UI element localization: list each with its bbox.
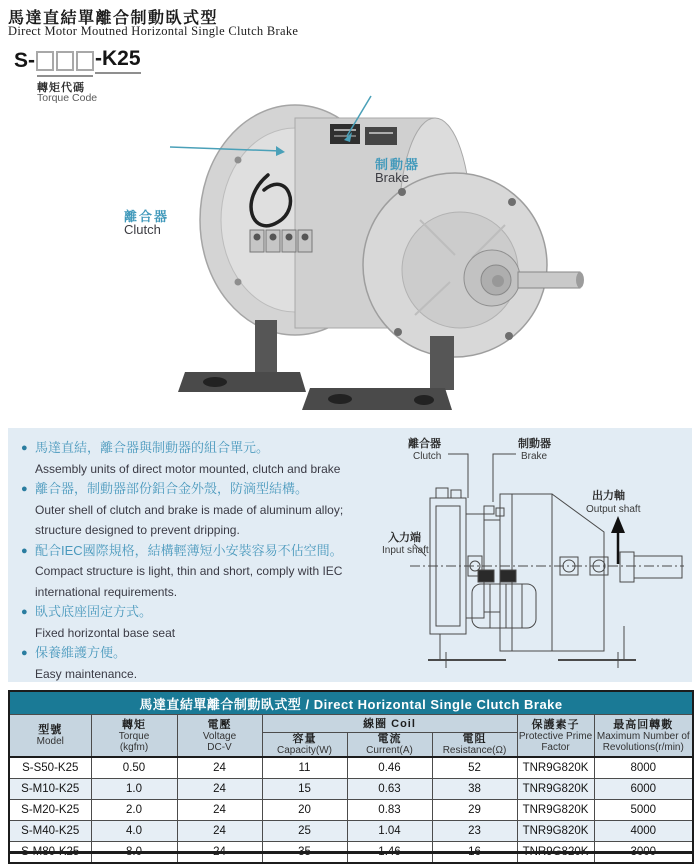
table-cell: 24	[177, 800, 262, 821]
col-header-resistance: 電阻 Resistance(Ω)	[432, 733, 517, 758]
table-cell: S-M20-K25	[9, 800, 91, 821]
table-cell: TNR9G820K	[517, 779, 594, 800]
feature-item	[22, 602, 388, 643]
model-code-suffix: -K25	[95, 47, 141, 74]
diagram-clutch-label-en: Clutch	[413, 451, 442, 462]
model-code-prefix: S-	[14, 48, 35, 72]
col-header-coil: 線圈 Coil	[262, 715, 517, 733]
page-title: 馬達直結單離合制動臥式型	[8, 10, 219, 27]
table-cell: 1.0	[91, 779, 177, 800]
table-cell: TNR9G820K	[517, 757, 594, 779]
table-cell: 20	[262, 800, 347, 821]
table-cell: 38	[432, 779, 517, 800]
table-cell: 52	[432, 757, 517, 779]
table-cell: 24	[177, 821, 262, 842]
diagram-brake-label-en: Brake	[521, 451, 548, 462]
table-row	[9, 779, 693, 800]
table-cell: 0.63	[347, 779, 432, 800]
bullet-icon: ●	[21, 442, 28, 454]
torque-code-box	[56, 51, 74, 71]
motor-illustration	[0, 70, 700, 430]
table-cell: 25	[262, 821, 347, 842]
diagram-output-label-en: Output shaft	[586, 504, 641, 515]
table-cell: 4.0	[91, 821, 177, 842]
feature-en: Outer shell of clutch and brake is made of aluminum alloy; structure designed to prevent dripping.	[35, 502, 344, 537]
feature-en: Easy maintenance.	[35, 666, 138, 681]
feature-panel	[8, 428, 692, 682]
product-photo	[0, 70, 700, 430]
diagram-input-label-zh: 入力端	[388, 532, 421, 544]
table-cell: S-M10-K25	[9, 779, 91, 800]
torque-code-box	[36, 51, 54, 71]
table-cell: 0.50	[91, 757, 177, 779]
table-cell: 15	[262, 779, 347, 800]
bullet-icon: ●	[21, 483, 28, 495]
table-title: 馬達直結單離合制動臥式型 / Direct Horizontal Single Clutch Brake	[9, 691, 693, 715]
torque-code-label-zh: 轉矩代碼	[37, 82, 85, 94]
table-cell: 11	[262, 757, 347, 779]
table-cell: TNR9G820K	[517, 800, 594, 821]
table-cell: 24	[177, 757, 262, 779]
bullet-icon: ●	[21, 544, 28, 557]
feature-item	[22, 479, 388, 541]
col-header-torque: 轉矩 Torque (kgfm)	[91, 715, 177, 758]
table-cell: 2.0	[91, 800, 177, 821]
table-cell: 29	[432, 800, 517, 821]
table-cell: 1.04	[347, 821, 432, 842]
feature-list	[22, 438, 388, 684]
torque-code-label-en: Torque Code	[37, 92, 98, 104]
page-subtitle: Direct Motor Moutned Horizontal Single Clutch Brake	[8, 24, 299, 38]
table-row	[9, 821, 693, 842]
col-header-voltage: 電壓 Voltage DC-V	[177, 715, 262, 758]
col-header-revolutions: 最高回轉數 Maximum Number of Revolutions(r/min)	[594, 715, 693, 758]
table-cell: S-M40-K25	[9, 821, 91, 842]
table-cell: 5000	[594, 800, 693, 821]
table-body	[9, 757, 693, 863]
feature-zh: ● 臥式底座固定方式。	[35, 602, 388, 623]
bullet-icon: ●	[21, 647, 28, 659]
table-row	[9, 800, 693, 821]
feature-item	[22, 541, 388, 603]
torque-code-box	[76, 51, 94, 71]
table-row	[9, 757, 693, 779]
cross-section-diagram	[380, 436, 690, 676]
table-cell: 0.46	[347, 757, 432, 779]
table-cell: 23	[432, 821, 517, 842]
table-cell: 6000	[594, 779, 693, 800]
table-cell: S-S50-K25	[9, 757, 91, 779]
diagram-clutch-label-zh: 離合器	[408, 438, 441, 450]
feature-item	[22, 438, 388, 479]
col-header-current: 電流 Current(A)	[347, 733, 432, 758]
feature-en: Compact structure is light, thin and short, comply with IEC international requirements.	[35, 564, 343, 599]
bullet-icon: ●	[21, 606, 28, 618]
feature-item	[22, 643, 388, 684]
col-header-model: 型號 Model	[9, 715, 91, 758]
feature-en: Fixed horizontal base seat	[35, 625, 176, 640]
feature-zh: ● 保養維護方便。	[35, 643, 388, 664]
diagram-input-label-en: Input shaft	[382, 545, 429, 556]
diagram-brake-label-zh: 制動器	[518, 438, 551, 450]
feature-zh: ● 馬達直結，離合器與制動器的組合單元。	[35, 438, 388, 459]
spec-table	[8, 690, 694, 864]
photo-clutch-label-en: Clutch	[124, 222, 161, 237]
table-cell: 24	[177, 779, 262, 800]
feature-zh: ● 離合器，制動器部份鋁合金外殼，防滴型結構。	[35, 479, 388, 500]
col-header-capacity: 容量 Capacity(W)	[262, 733, 347, 758]
photo-clutch-label-zh: 離合器	[124, 209, 170, 224]
table-cell: TNR9G820K	[517, 821, 594, 842]
table-bottom-rule	[8, 851, 692, 854]
feature-en: Assembly units of direct motor mounted, clutch and brake	[35, 461, 341, 476]
diagram-output-label-zh: 出力軸	[592, 490, 625, 502]
photo-brake-label-en: Brake	[375, 170, 409, 185]
photo-brake-label-zh: 制動器	[375, 157, 421, 172]
table-cell: 0.83	[347, 800, 432, 821]
table-cell: 8000	[594, 757, 693, 779]
col-header-protective: 保護素子 Protective Prime Factor	[517, 715, 594, 758]
feature-zh: ● 配合IEC國際規格，結構輕薄短小安裝容易不佔空間。	[35, 541, 388, 562]
table-cell: 4000	[594, 821, 693, 842]
